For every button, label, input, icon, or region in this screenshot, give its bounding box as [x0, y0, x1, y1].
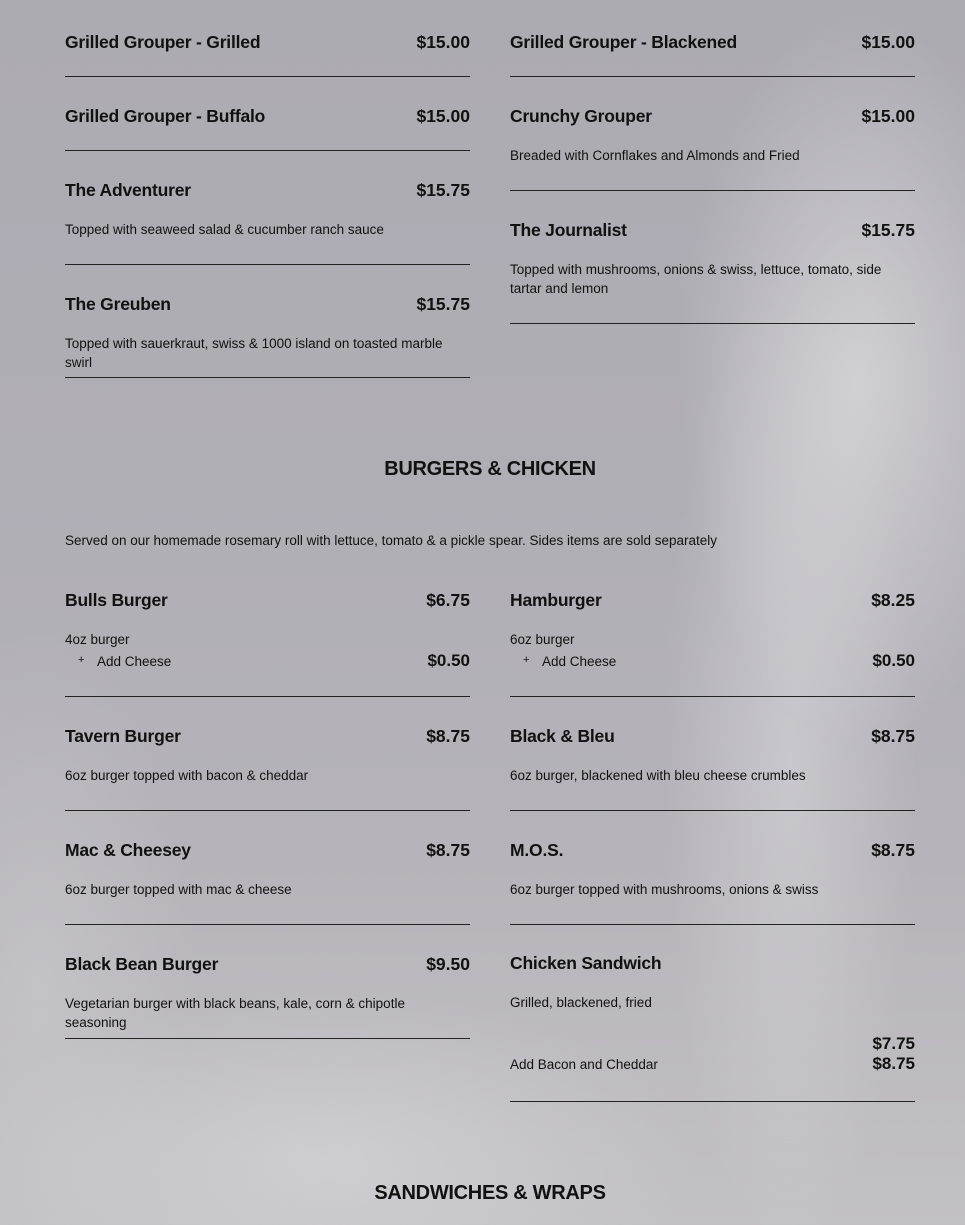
menu-item-hamburger	[510, 590, 915, 697]
item-price: $15.00	[861, 32, 915, 52]
item-price: $15.00	[416, 32, 470, 52]
menu-item-mos	[510, 840, 915, 925]
menu-item-the-adventurer	[65, 180, 470, 265]
item-price: $6.75	[426, 590, 470, 610]
addon-label: Add Cheese	[97, 654, 172, 669]
menu-item-grilled-grouper-buffalo	[65, 106, 470, 151]
item-description: 4oz burger	[65, 632, 130, 647]
item-description: Topped with sauerkraut, swiss & 1000 island on toasted marble swirl	[65, 336, 443, 370]
menu-item-grilled-grouper-grilled	[65, 32, 470, 77]
item-price: $9.50	[426, 954, 470, 974]
section-title-burgers: BURGERS & CHICKEN	[384, 458, 596, 480]
item-price: $8.25	[871, 590, 915, 610]
item-price: $15.75	[861, 220, 915, 240]
item-name: Tavern Burger	[65, 726, 181, 746]
item-name: Crunchy Grouper	[510, 106, 652, 126]
item-description: Grilled, blackened, fried	[510, 995, 652, 1010]
section-title-sandwiches: SANDWICHES & WRAPS	[374, 1182, 606, 1204]
addon-price: $8.75	[872, 1054, 915, 1073]
section-note-burgers: Served on our homemade rosemary roll with lettuce, tomato & a pickle spear. Sides items are sold separately	[65, 533, 718, 548]
item-price: $15.75	[416, 180, 470, 200]
addon-price: $0.50	[872, 651, 915, 670]
addon-row	[65, 651, 470, 671]
item-name: Grilled Grouper - Buffalo	[65, 106, 266, 126]
item-price: $8.75	[426, 726, 470, 746]
item-price: $8.75	[426, 840, 470, 860]
item-description: 6oz burger	[510, 632, 575, 647]
item-name: Bulls Burger	[65, 590, 168, 610]
addon-row	[510, 1054, 915, 1074]
plus-icon: +	[78, 654, 85, 666]
item-name: Black & Bleu	[510, 726, 615, 746]
item-description: 6oz burger topped with mushrooms, onions & swiss	[510, 882, 819, 897]
menu-item-the-greuben	[65, 294, 470, 378]
item-name: Mac & Cheesey	[65, 840, 191, 860]
item-description: 6oz burger topped with bacon & cheddar	[65, 768, 309, 783]
plus-icon: +	[523, 654, 530, 666]
price-row	[510, 1034, 915, 1054]
menu-item-chicken-sandwich	[510, 953, 915, 1102]
addon-price: $0.50	[427, 651, 470, 670]
item-price: $8.75	[871, 726, 915, 746]
item-price: $15.75	[416, 294, 470, 314]
item-name: Chicken Sandwich	[510, 953, 662, 973]
item-name: The Adventurer	[65, 180, 191, 200]
item-description: Breaded with Cornflakes and Almonds and Fried	[510, 148, 800, 163]
item-name: M.O.S.	[510, 840, 564, 860]
item-description: Vegetarian burger with black beans, kale, corn & chipotle seasoning	[65, 996, 405, 1030]
item-name: Black Bean Burger	[65, 954, 219, 974]
menu-item-tavern-burger	[65, 726, 470, 811]
menu-item-grilled-grouper-blackened	[510, 32, 915, 77]
item-price: $15.00	[416, 106, 470, 126]
menu-item-black-and-bleu	[510, 726, 915, 811]
item-name: The Journalist	[510, 220, 627, 240]
addon-label: Add Bacon and Cheddar	[510, 1057, 658, 1072]
item-description: 6oz burger, blackened with bleu cheese crumbles	[510, 768, 806, 783]
item-price: $15.00	[861, 106, 915, 126]
item-description: 6oz burger topped with mac & cheese	[65, 882, 292, 897]
menu-item-the-journalist	[510, 220, 915, 324]
menu-item-black-bean-burger	[65, 954, 470, 1039]
item-price: $7.75	[872, 1034, 915, 1053]
item-price: $8.75	[871, 840, 915, 860]
menu-item-mac-and-cheesey	[65, 840, 470, 925]
item-description: Topped with seaweed salad & cucumber ranch sauce	[65, 222, 384, 237]
menu-item-bulls-burger	[65, 590, 470, 697]
item-name: Grilled Grouper - Blackened	[510, 32, 738, 52]
item-name: Hamburger	[510, 590, 602, 610]
item-name: The Greuben	[65, 294, 171, 314]
menu-item-crunchy-grouper	[510, 106, 915, 191]
item-description: Topped with mushrooms, onions & swiss, lettuce, tomato, side tartar and lemon	[510, 262, 882, 296]
addon-label: Add Cheese	[542, 654, 617, 669]
item-name: Grilled Grouper - Grilled	[65, 32, 261, 52]
addon-row	[510, 651, 915, 671]
